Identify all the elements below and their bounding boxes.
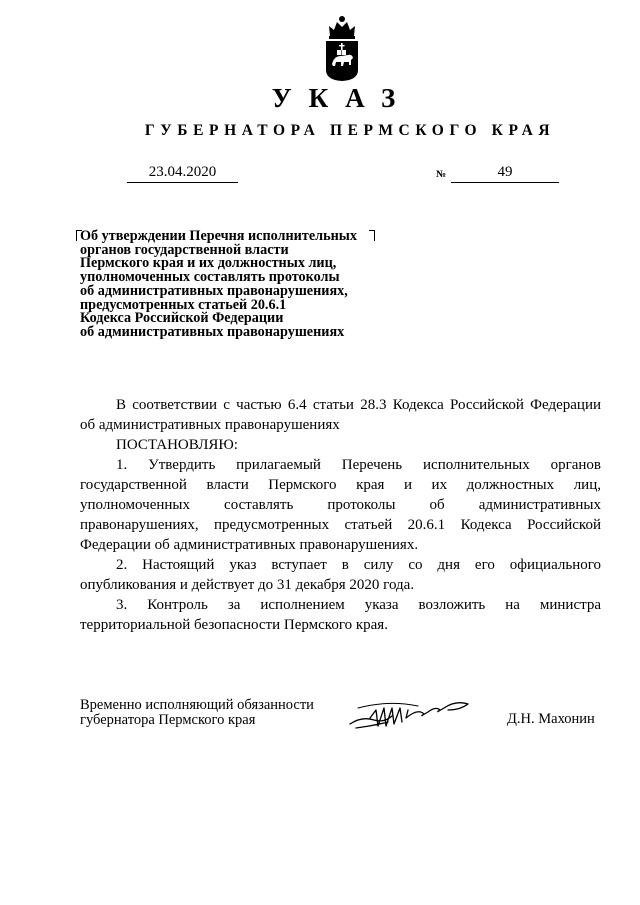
title-line: Пермского края и их должностных лиц, xyxy=(80,255,337,272)
document-title xyxy=(80,230,400,340)
item2-line: опубликования и действует до 31 декабря 2020 года. xyxy=(80,577,415,593)
preamble-line: В соответствии с частью 6.4 статьи 28.3 Кодекса Российской Федерации xyxy=(116,397,601,413)
signatory-title-line: Временно исполняющий обязанности xyxy=(80,697,314,713)
item3-line: территориальной безопасности Пермского края. xyxy=(80,617,388,633)
document-date: 23.04.2020 xyxy=(148,164,217,180)
title-line: Об утверждении Перечня исполнительных xyxy=(80,228,357,244)
coat-of-arms-icon xyxy=(323,14,361,82)
item2-line: 2. Настоящий указ вступает в силу со дня его официального xyxy=(116,557,601,573)
signature-image xyxy=(348,696,473,732)
number-field xyxy=(451,162,559,183)
signatory-name: Д.Н. Махонин xyxy=(507,711,595,727)
item1-line: государственной власти Пермского края и их должностных лиц, xyxy=(80,477,601,493)
item1-line: Федерации об административных правонарушениях. xyxy=(80,537,419,553)
preamble-line: об административных правонарушениях xyxy=(80,417,340,433)
date-field xyxy=(127,162,238,183)
signatory-title-line: губернатора Пермского края xyxy=(80,711,256,728)
title-line: Кодекса Российской Федерации xyxy=(80,310,284,327)
title-line: об административных правонарушениях, xyxy=(80,282,348,299)
item3-line: 3. Контроль за исполнением указа возложить на министра xyxy=(116,597,601,613)
title-line: предусмотренных статьей 20.6.1 xyxy=(80,296,287,313)
signatory-title xyxy=(80,698,314,727)
title-line: уполномоченных составлять протоколы xyxy=(80,269,340,286)
document-number: 49 xyxy=(497,164,513,180)
decree-word: ПОСТАНОВЛЯЮ: xyxy=(116,437,238,453)
item1-line: уполномоченных составлять протоколы об административных xyxy=(80,497,601,513)
title-line: органов государственной власти xyxy=(80,241,289,258)
document-type: УКАЗ xyxy=(271,83,413,113)
item1-line: правонарушениях, предусмотренных статьей 20.6.1 Кодекса Российской xyxy=(80,517,601,533)
item1-line: 1. Утвердить прилагаемый Перечень исполнительных органов xyxy=(116,457,601,473)
number-sign: № xyxy=(436,169,447,180)
document-body xyxy=(80,395,601,635)
title-line: об административных правонарушениях xyxy=(80,323,345,340)
issuer-heading: ГУБЕРНАТОРА ПЕРМСКОГО КРАЯ xyxy=(144,122,556,139)
